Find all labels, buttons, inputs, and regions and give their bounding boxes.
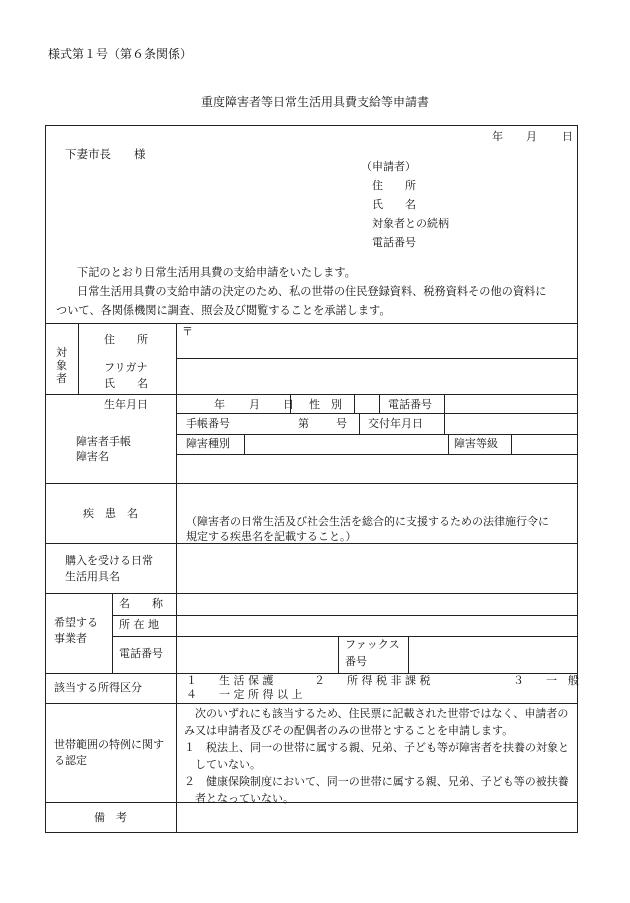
remarks-label: 備 考 bbox=[94, 811, 127, 824]
income-option-3: ３ 一 般 bbox=[513, 674, 579, 687]
statement-line-3: ついて、各関係機関に調査、照会及び閲覧することを承諾します。 bbox=[56, 304, 391, 317]
date-month: 月 bbox=[526, 130, 537, 143]
provider-group-line-2: 事業者 bbox=[54, 632, 87, 645]
target-phone-label: 電話番号 bbox=[388, 398, 432, 411]
provider-fax-line-1: ファックス bbox=[345, 638, 400, 651]
rule bbox=[354, 394, 355, 414]
rule bbox=[379, 394, 380, 414]
applicant-name-label: 氏 名 bbox=[372, 198, 416, 211]
rule bbox=[46, 593, 577, 594]
document-title: 重度障害者等日常生活用具費支給等申請書 bbox=[200, 95, 429, 109]
date-day: 日 bbox=[562, 130, 573, 143]
equipment-label-line-2: 生活用具名 bbox=[65, 570, 120, 583]
income-option-4: ４ 一 定 所 得 以 上 bbox=[186, 688, 303, 701]
issue-date-label: 交付年月日 bbox=[368, 417, 423, 430]
rule bbox=[46, 483, 577, 484]
birth-day: 日 bbox=[283, 398, 294, 411]
rule bbox=[46, 323, 577, 324]
rule bbox=[359, 413, 360, 434]
applicant-phone-label: 電話番号 bbox=[372, 236, 416, 249]
target-group-char: 者 bbox=[56, 372, 67, 385]
applicant-relationship-label: 対象者との続柄 bbox=[372, 217, 449, 230]
notebook-number-label: 手帳番号 bbox=[186, 417, 230, 430]
rule bbox=[176, 413, 577, 414]
disease-label: 疾 患 名 bbox=[83, 507, 138, 520]
postal-mark: 〒 bbox=[182, 325, 193, 338]
birthdate-label: 生年月日 bbox=[104, 398, 148, 411]
rule bbox=[448, 434, 449, 454]
income-option-2: ２ 所 得 税 非 課 税 bbox=[314, 674, 431, 687]
rule bbox=[244, 434, 245, 454]
rule bbox=[176, 434, 577, 435]
disability-grade-label: 障害等級 bbox=[454, 437, 498, 450]
rule bbox=[78, 323, 79, 394]
rule bbox=[46, 703, 577, 704]
target-name-label: 氏 名 bbox=[104, 377, 148, 390]
income-label: 該当する所得区分 bbox=[54, 681, 142, 694]
rule bbox=[46, 673, 577, 674]
household-item-1: １ 税法上、同一の世帯に属する親、兄弟、子ども等が障害者を扶養の対象としていない。 bbox=[184, 741, 569, 771]
disease-note-line-2: 規定する疾患名を記載すること。） bbox=[186, 530, 357, 543]
notebook-number-prefix: 第 bbox=[298, 417, 309, 430]
provider-group-line-1: 希望する bbox=[54, 616, 98, 629]
target-address-label: 住 所 bbox=[104, 333, 148, 346]
addressee: 下妻市長 様 bbox=[65, 147, 146, 161]
rule bbox=[444, 394, 445, 414]
form-id: 様式第１号（第６条関係） bbox=[48, 47, 193, 61]
provider-phone-label: 電話番号 bbox=[119, 647, 163, 660]
rule bbox=[408, 636, 409, 673]
rule bbox=[511, 434, 512, 454]
provider-location-label: 所 在 地 bbox=[119, 618, 159, 631]
application-form-table bbox=[45, 125, 578, 833]
disability-label-line-1: 障害者手帳 bbox=[76, 435, 131, 448]
rule bbox=[112, 593, 113, 673]
notebook-number-suffix: 号 bbox=[336, 417, 347, 430]
target-group-label bbox=[56, 346, 70, 385]
birth-month: 月 bbox=[249, 398, 260, 411]
birth-year: 年 bbox=[214, 398, 225, 411]
household-label-line-2: る認定 bbox=[54, 754, 87, 767]
applicant-address-label: 住 所 bbox=[372, 179, 416, 192]
rule bbox=[46, 394, 577, 395]
applicant-label: （申請者） bbox=[361, 160, 416, 173]
disability-type-label: 障害種別 bbox=[186, 437, 230, 450]
rule bbox=[112, 636, 577, 637]
rule bbox=[176, 802, 177, 832]
target-furigana-label: フリガナ bbox=[104, 361, 148, 374]
household-text: 次のいずれにも該当するため、住民票に記載された世帯ではなく、申請者のみ又は申請者及びその配偶者のみの世帯とすることを申請します。 bbox=[184, 707, 569, 737]
date-year: 年 bbox=[492, 130, 503, 143]
household-item-2: ２ 健康保険制度において、同一の世帯に属する親、兄弟、子ども等の被扶養者となっていない。 bbox=[184, 775, 569, 805]
disability-label-line-2: 障害名 bbox=[76, 450, 109, 463]
equipment-label-line-1: 購入を受ける日常 bbox=[65, 554, 153, 567]
provider-fax-line-2: 番号 bbox=[345, 655, 367, 668]
household-label-line-1: 世帯範囲の特例に関す bbox=[54, 738, 164, 751]
disease-note-line-1: （障害者の日常生活及び社会生活を総合的に支援するための法律施行令に bbox=[186, 515, 549, 528]
rule bbox=[176, 323, 177, 802]
rule bbox=[176, 454, 577, 455]
statement-line-2: 日常生活用具費の支給申請の決定のため、私の世帯の住民登録資料、税務資料その他の資料に bbox=[77, 285, 547, 298]
rule bbox=[444, 413, 445, 434]
rule bbox=[338, 636, 339, 673]
rule bbox=[176, 358, 577, 359]
rule bbox=[112, 615, 577, 616]
income-option-1: １ 生 活 保 護 bbox=[186, 674, 274, 687]
target-group-char: 対 bbox=[56, 346, 67, 359]
provider-name-label: 名 称 bbox=[119, 597, 163, 610]
gender-label: 性 別 bbox=[309, 398, 342, 411]
statement-line-1: 下記のとおり日常生活用具費の支給申請をいたします。 bbox=[77, 266, 356, 279]
target-group-char: 象 bbox=[56, 359, 67, 372]
